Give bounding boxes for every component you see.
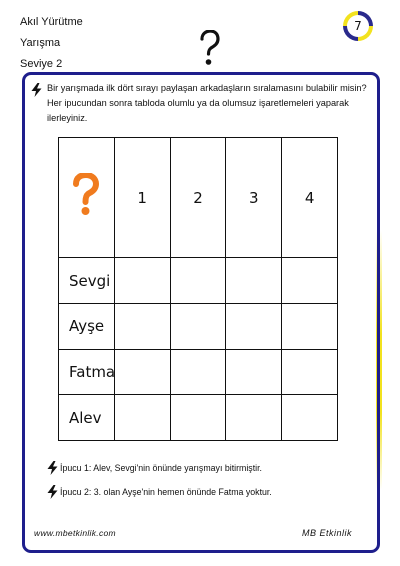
grid-row (59, 395, 338, 441)
grid-cell[interactable] (226, 258, 282, 304)
row-header: Fatma (59, 349, 115, 395)
subject-title: Akıl Yürütme (20, 16, 83, 28)
grid-cell[interactable] (226, 349, 282, 395)
hint-2: İpucu 2: 3. olan Ayşe'nin hemen önünde Fatma yoktur. (60, 487, 272, 497)
lightning-icon (47, 461, 58, 475)
row-header: Ayşe (59, 303, 115, 349)
logic-grid (58, 137, 338, 441)
page-number-badge (343, 11, 373, 41)
grid-row (59, 303, 338, 349)
grid-cell[interactable] (114, 303, 170, 349)
column-header: 2 (170, 138, 226, 258)
grid-cell[interactable] (226, 395, 282, 441)
grid-cell[interactable] (170, 349, 226, 395)
grid-cell[interactable] (282, 303, 338, 349)
grid-cell[interactable] (114, 258, 170, 304)
row-header: Sevgi (59, 258, 115, 304)
grid-cell[interactable] (170, 258, 226, 304)
website-link[interactable]: www.mbetkinlik.com (34, 528, 116, 538)
grid-cell[interactable] (114, 349, 170, 395)
grid-cell[interactable] (282, 395, 338, 441)
grid-cell[interactable] (170, 395, 226, 441)
row-header: Alev (59, 395, 115, 441)
grid-corner-cell (59, 138, 115, 258)
lightning-icon (31, 83, 42, 97)
level-title: Seviye 2 (20, 58, 63, 70)
page-number: 7 (347, 15, 369, 37)
column-header: 1 (114, 138, 170, 258)
grid-cell[interactable] (226, 303, 282, 349)
question-mark-icon (198, 30, 220, 68)
grid-row (59, 349, 338, 395)
grid-cell[interactable] (170, 303, 226, 349)
column-header: 4 (282, 138, 338, 258)
grid-cell[interactable] (114, 395, 170, 441)
grid-cell[interactable] (282, 349, 338, 395)
grid-row (59, 258, 338, 304)
orange-question-mark-icon (71, 173, 101, 217)
brand-signature: MB Etkinlik (302, 528, 353, 538)
grid-cell[interactable] (282, 258, 338, 304)
topic-title: Yarışma (20, 37, 61, 49)
lightning-icon (47, 485, 58, 499)
instructions-text: Bir yarışmada ilk dört sırayı paylaşan arkadaşların sıralamasını bulabilir misin? Her ipucundan sonra tabloda olumlu ya da olumsuz işaretlemeleri yaparak ilerleyiniz. (47, 83, 367, 124)
grid-header-row (59, 138, 338, 258)
column-header: 3 (226, 138, 282, 258)
hint-1: İpucu 1: Alev, Sevgi'nin önünde yarışmayı bitirmiştir. (60, 463, 262, 473)
